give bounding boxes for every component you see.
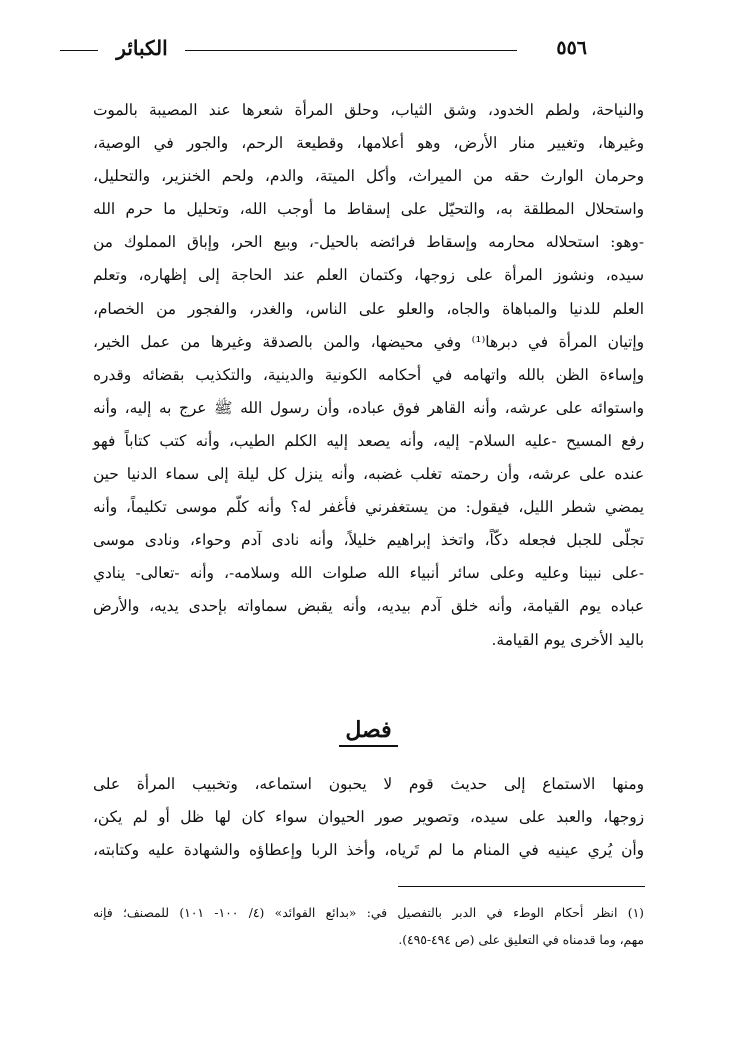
text-line: والنياحة، ولطم الخدود، وشق الثياب، وحلق المرأة شعرها عند المصيبة بالموت xyxy=(93,101,644,119)
text-line: وغيرها، وتغيير منار الأرض، وهو أعلامها، وقطيعة الرحم، والجور في الوصية، xyxy=(93,134,644,153)
text-line: واستوائه على عرشه، وأنه القاهر فوق عباده، وأن رسول الله ﷺ عرج به إليه، وأنه xyxy=(93,398,644,417)
main-paragraph xyxy=(93,94,644,657)
text-line: وإساءة الظن بالله واتهامه في أحكامه الكونية والدينية، والتكذيب بقضائه وقدره xyxy=(93,365,644,384)
header-rule-right xyxy=(185,50,517,51)
text-line-with-footnote-ref: وإتيان المرأة في دبرها⁽¹⁾ وفي محيضها، والمن بالصدقة وغيرها من عمل الخير، xyxy=(93,332,644,351)
text-line: زوجها، والعبد على سيده، وتصوير صور الحيوان سواء كان لها ظل أو لم يكن، xyxy=(93,808,644,826)
header-rule-left xyxy=(60,50,98,51)
footnote-line: (١) انظر أحكام الوطء في الدبر بالتفصيل في: «بدائع الفوائد» (٤/ ١٠٠- ١٠١) للمصنف؛ فإنه xyxy=(93,906,644,920)
footnote-line: مهم، وما قدمناه في التعليق على (ص ٤٩٤-٤٩٥). xyxy=(398,933,644,947)
text-line: وأن يُري عينيه في المنام ما لم تَرياه، وأخذ الربا وإعطاؤه والشهادة عليه وكتابته، xyxy=(93,841,644,859)
text-line: رفع المسيح -عليه السلام- إليه، وأنه يصعد إليه الكلم الطيب، وأنه كتب كتاباً فهو xyxy=(93,431,644,450)
section-heading-text: فصل xyxy=(339,717,397,747)
section-heading xyxy=(0,710,737,750)
text-line: -على نبينا وعليه وعلى سائر أنبياء الله صلوات الله وسلامه-، وأنه -تعالى- ينادي xyxy=(93,564,644,583)
text-line: سيده، ونشوز المرأة على زوجها، وكتمان العلم عند الحاجة إلى إظهاره، وتعلم xyxy=(93,266,644,285)
text-line: العلم للدنيا والمباهاة والجاه، والعلو على الناس، والغدر، والفجور من الخصام، xyxy=(93,299,644,318)
book-title: الكبائر xyxy=(116,36,168,60)
text-line: واستحلال المطلقة به، والتحيّل على إسقاط ما أوجب الله، وتحليل ما حرم الله xyxy=(93,200,644,219)
text-line: وحرمان الوارث حقه من الميراث، وأكل الميتة، والدم، ولحم الخنزير، والتحليل، xyxy=(93,167,644,186)
second-paragraph xyxy=(93,768,644,867)
text-line: -وهو: استحلاله محارمه وإسقاط فرائضه بالحيل-، وبيع الحر، وإباق المملوك من xyxy=(93,233,644,252)
text-line: باليد الأخرى يوم القيامة. xyxy=(491,630,644,649)
text-line: يمضي شطر الليل، فيقول: من يستغفرني فأغفر له؟ وأنه كلّم موسى تكليماً، وأنه xyxy=(93,498,644,517)
page-header xyxy=(60,30,587,70)
text-line: عباده يوم القيامة، وأنه خلق آدم بيديه، وأنه يقبض سماواته بإحدى يديه، والأرض xyxy=(93,597,644,616)
text-line: تجلّى للجبل فجعله دكّاً، واتخذ إبراهيم خليلاً، وأنه نادى آدم وحواء، ونادى موسى xyxy=(93,531,644,550)
footnote-separator xyxy=(398,886,645,887)
text-line: ومنها الاستماع إلى حديث قوم لا يحبون استماعه، وتخبيب المرأة على xyxy=(93,775,644,793)
text-line: عنده على عرشه، وأن رحمته تغلب غضبه، وأنه ينزل كل ليلة إلى سماء الدنيا حين xyxy=(93,465,644,484)
footnotes xyxy=(93,900,644,954)
page-number: ٥٥٦ xyxy=(556,37,587,59)
